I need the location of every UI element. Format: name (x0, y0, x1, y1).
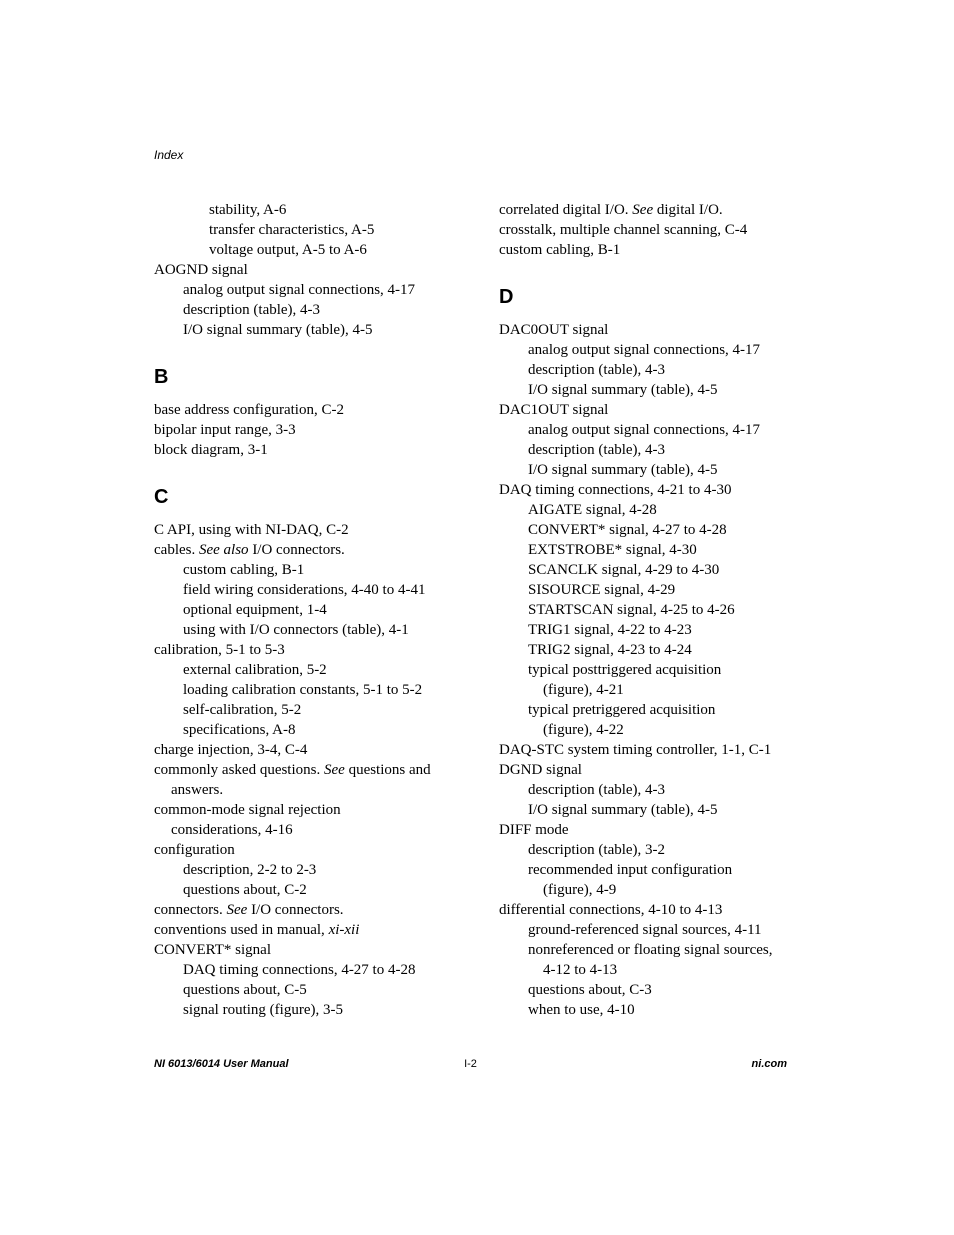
index-entry (154, 540, 474, 560)
index-entry (499, 440, 819, 460)
index-entry (499, 400, 819, 420)
entry-text: commonly asked questions. (154, 762, 324, 778)
index-entry (499, 600, 819, 620)
index-entry (154, 320, 474, 340)
entry-text: using with I/O connectors (table), 4-1 (183, 622, 409, 638)
entry-text: bipolar input range, 3-3 (154, 422, 296, 438)
index-entry (154, 660, 474, 680)
entry-text: conventions used in manual, (154, 922, 329, 938)
entry-text: I/O connectors. (248, 542, 345, 558)
entry-text: DAC1OUT signal (499, 402, 609, 418)
index-entry (499, 460, 819, 480)
index-entry (499, 820, 819, 840)
index-entry (499, 880, 819, 900)
index-entry (499, 500, 819, 520)
index-entry (499, 800, 819, 820)
entry-text: self-calibration, 5-2 (183, 702, 302, 718)
entry-text: I/O connectors. (247, 902, 344, 918)
index-entry (154, 420, 474, 440)
entry-text: connectors. (154, 902, 227, 918)
entry-text: DAQ timing connections, 4-27 to 4-28 (183, 962, 416, 978)
entry-text: custom cabling, B-1 (183, 562, 305, 578)
index-entry (154, 200, 474, 220)
entry-text: I/O signal summary (table), 4-5 (528, 462, 718, 478)
entry-text: (figure), 4-22 (543, 722, 624, 738)
index-entry (154, 580, 474, 600)
index-entry (154, 620, 474, 640)
index-entry (499, 560, 819, 580)
index-entry (154, 220, 474, 240)
index-entry (499, 580, 819, 600)
index-entry (499, 920, 819, 940)
index-entry (499, 360, 819, 380)
entry-text: C API, using with NI-DAQ, C-2 (154, 522, 349, 538)
entry-text: typical pretriggered acquisition (528, 702, 716, 718)
index-entry (499, 240, 819, 260)
index-entry (154, 960, 474, 980)
index-entry (154, 280, 474, 300)
entry-text: (figure), 4-21 (543, 682, 624, 698)
index-entry (154, 440, 474, 460)
index-entry (499, 900, 819, 920)
entry-text: questions about, C-2 (183, 882, 307, 898)
index-entry (499, 1000, 819, 1020)
entry-text: when to use, 4-10 (528, 1002, 635, 1018)
index-entry (499, 320, 819, 340)
entry-text: configuration (154, 842, 235, 858)
entry-text: EXTSTROBE* signal, 4-30 (528, 542, 697, 558)
entry-text: calibration, 5-1 to 5-3 (154, 642, 285, 658)
entry-text: typical posttriggered acquisition (528, 662, 722, 678)
entry-text: loading calibration constants, 5-1 to 5-2 (183, 682, 423, 698)
entry-text: questions about, C-5 (183, 982, 307, 998)
entry-text: block diagram, 3-1 (154, 442, 268, 458)
entry-text: considerations, 4-16 (171, 822, 293, 838)
entry-text: AOGND signal (154, 262, 248, 278)
entry-text: DAQ-STC system timing controller, 1-1, C-1 (499, 742, 772, 758)
index-entry (499, 940, 819, 960)
index-entry (154, 820, 474, 840)
index-entry (154, 940, 474, 960)
entry-text: SISOURCE signal, 4-29 (528, 582, 676, 598)
entry-text: DAQ timing connections, 4-21 to 4-30 (499, 482, 732, 498)
index-entry (499, 740, 819, 760)
index-entry (154, 560, 474, 580)
entry-text-italic: See (226, 902, 248, 918)
index-entry (499, 840, 819, 860)
entry-text: analog output signal connections, 4-17 (528, 422, 761, 438)
index-section-heading: D (499, 286, 514, 308)
index-entry (499, 200, 819, 220)
entry-text: voltage output, A-5 to A-6 (209, 242, 367, 258)
footer-website: ni.com (751, 1058, 787, 1070)
index-entry (499, 640, 819, 660)
entry-text: charge injection, 3-4, C-4 (154, 742, 308, 758)
index-entry (499, 760, 819, 780)
entry-text: DGND signal (499, 762, 582, 778)
entry-text: analog output signal connections, 4-17 (183, 282, 416, 298)
entry-text-italic: See also (198, 542, 249, 558)
entry-text: description, 2-2 to 2-3 (183, 862, 317, 878)
index-entry (154, 900, 474, 920)
entry-text: answers. (171, 782, 224, 798)
entry-text: common-mode signal rejection (154, 802, 341, 818)
entry-text: differential connections, 4-10 to 4-13 (499, 902, 723, 918)
index-entry (499, 540, 819, 560)
index-entry (154, 680, 474, 700)
entry-text: SCANCLK signal, 4-29 to 4-30 (528, 562, 720, 578)
entry-text: CONVERT* signal, 4-27 to 4-28 (528, 522, 727, 538)
index-entry (154, 600, 474, 620)
entry-text-italic: See (632, 202, 654, 218)
running-header: Index (154, 148, 184, 162)
entry-text: field wiring considerations, 4-40 to 4-41 (183, 582, 426, 598)
index-entry (154, 780, 474, 800)
entry-text: ground-referenced signal sources, 4-11 (528, 922, 762, 938)
entry-text: crosstalk, multiple channel scanning, C-4 (499, 222, 748, 238)
index-section-heading: C (154, 486, 169, 508)
index-column-right (499, 200, 819, 1020)
footer-manual-title: NI 6013/6014 User Manual (154, 1058, 289, 1070)
entry-text: analog output signal connections, 4-17 (528, 342, 761, 358)
entry-text: transfer characteristics, A-5 (209, 222, 375, 238)
entry-text: questions and (344, 762, 431, 778)
index-entry (154, 640, 474, 660)
entry-text: digital I/O. (653, 202, 723, 218)
index-entry (154, 920, 474, 940)
index-entry (499, 420, 819, 440)
entry-text: custom cabling, B-1 (499, 242, 621, 258)
index-entry (154, 300, 474, 320)
entry-text: description (table), 4-3 (528, 362, 666, 378)
entry-text: stability, A-6 (209, 202, 287, 218)
entry-text: 4-12 to 4-13 (543, 962, 618, 978)
index-entry (499, 700, 819, 720)
entry-text: recommended input configuration (528, 862, 733, 878)
entry-text: correlated digital I/O. (499, 202, 633, 218)
page-footer (154, 1058, 787, 1074)
index-column-left (154, 200, 474, 1020)
entry-text: optional equipment, 1-4 (183, 602, 327, 618)
index-entry (154, 980, 474, 1000)
index-entry (499, 980, 819, 1000)
entry-text-italic: xi-xii (328, 922, 360, 938)
index-entry (499, 660, 819, 680)
index-entry (499, 340, 819, 360)
entry-text: description (table), 3-2 (528, 842, 666, 858)
index-entry (154, 800, 474, 820)
entry-text: signal routing (figure), 3-5 (183, 1002, 343, 1018)
index-entry (154, 700, 474, 720)
entry-text-italic: See (323, 762, 345, 778)
entry-text: TRIG2 signal, 4-23 to 4-24 (528, 642, 692, 658)
entry-text: questions about, C-3 (528, 982, 652, 998)
index-entry (154, 720, 474, 740)
entry-text: TRIG1 signal, 4-22 to 4-23 (528, 622, 692, 638)
index-entry (154, 740, 474, 760)
index-entry (154, 760, 474, 780)
entry-text: STARTSCAN signal, 4-25 to 4-26 (528, 602, 735, 618)
entry-text: AIGATE signal, 4-28 (528, 502, 657, 518)
index-entry (499, 860, 819, 880)
index-section-heading: B (154, 366, 169, 388)
index-entry (499, 480, 819, 500)
entry-text: I/O signal summary (table), 4-5 (528, 382, 718, 398)
entry-text: description (table), 4-3 (183, 302, 321, 318)
index-entry (154, 400, 474, 420)
entry-text: specifications, A-8 (183, 722, 296, 738)
index-entry (154, 880, 474, 900)
entry-text: (figure), 4-9 (543, 882, 617, 898)
index-entry (499, 520, 819, 540)
entry-text: I/O signal summary (table), 4-5 (528, 802, 718, 818)
index-entry (499, 680, 819, 700)
entry-text: DAC0OUT signal (499, 322, 609, 338)
index-entry (499, 220, 819, 240)
index-entry (154, 860, 474, 880)
entry-text: external calibration, 5-2 (183, 662, 327, 678)
entry-text: nonreferenced or floating signal sources, (528, 942, 773, 958)
index-entry (499, 380, 819, 400)
entry-text: description (table), 4-3 (528, 442, 666, 458)
index-entry (499, 720, 819, 740)
entry-text: CONVERT* signal (154, 942, 272, 958)
entry-text: DIFF mode (499, 822, 569, 838)
index-entry (154, 520, 474, 540)
index-entry (154, 840, 474, 860)
index-entry (154, 240, 474, 260)
index-entry (154, 260, 474, 280)
entry-text: base address configuration, C-2 (154, 402, 344, 418)
entry-text: cables. (154, 542, 199, 558)
entry-text: description (table), 4-3 (528, 782, 666, 798)
index-entry (499, 620, 819, 640)
index-entry (499, 780, 819, 800)
entry-text: I/O signal summary (table), 4-5 (183, 322, 373, 338)
footer-page-number: I-2 (464, 1058, 477, 1070)
index-entry (499, 960, 819, 980)
index-entry (154, 1000, 474, 1020)
